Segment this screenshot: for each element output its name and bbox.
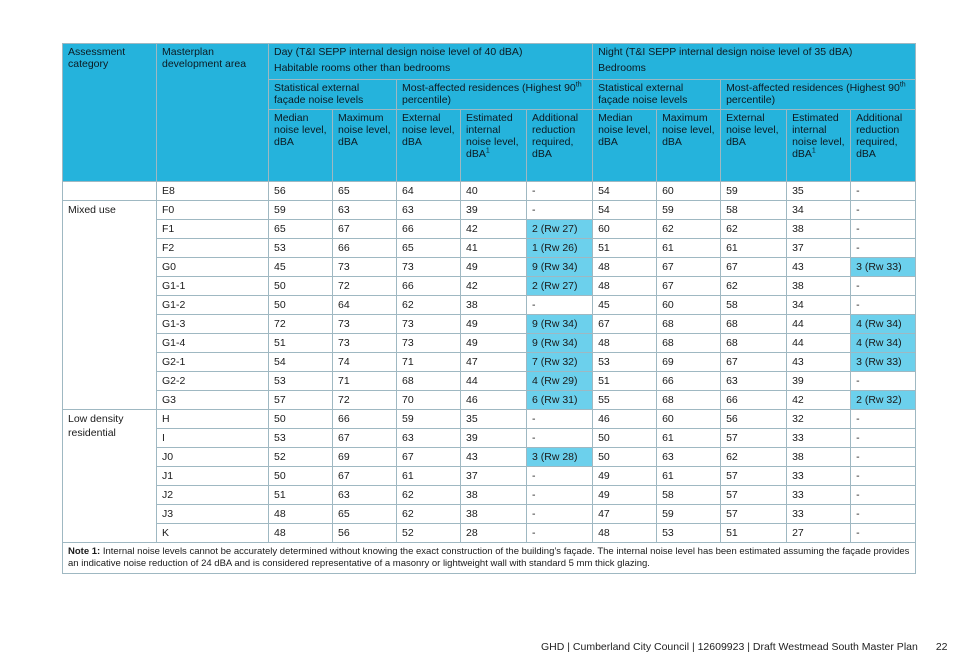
night-value-cell: - bbox=[851, 429, 916, 448]
night-value-cell: 44 bbox=[787, 334, 851, 353]
day-value-cell: 72 bbox=[333, 391, 397, 410]
day-value-cell: 47 bbox=[461, 353, 527, 372]
table-row bbox=[63, 391, 916, 410]
footer-text: GHD | Cumberland City Council | 12609923 | Draft Westmead South Master Plan bbox=[541, 641, 918, 653]
table-row bbox=[63, 182, 916, 201]
day-value-cell: 62 bbox=[397, 505, 461, 524]
day-value-cell: 62 bbox=[397, 486, 461, 505]
day-value-cell: 73 bbox=[333, 334, 397, 353]
day-value-cell: 28 bbox=[461, 524, 527, 543]
night-value-cell: - bbox=[851, 182, 916, 201]
area-cell: F1 bbox=[157, 220, 269, 239]
day-value-cell: 52 bbox=[269, 448, 333, 467]
night-value-cell: - bbox=[851, 296, 916, 315]
category-cell: Mixed use bbox=[63, 201, 157, 410]
page-number: 22 bbox=[935, 641, 948, 653]
night-value-cell: 50 bbox=[593, 448, 657, 467]
day-value-cell: 41 bbox=[461, 239, 527, 258]
day-value-cell: 65 bbox=[333, 182, 397, 201]
night-value-cell: - bbox=[851, 372, 916, 391]
night-value-cell: 67 bbox=[593, 315, 657, 334]
night-value-cell: 53 bbox=[593, 353, 657, 372]
day-value-cell: 45 bbox=[269, 258, 333, 277]
area-cell: G1-1 bbox=[157, 277, 269, 296]
table-header bbox=[63, 44, 916, 182]
day-value-cell: 73 bbox=[397, 334, 461, 353]
table-row bbox=[63, 353, 916, 372]
day-value-cell: 50 bbox=[269, 277, 333, 296]
table-row bbox=[63, 277, 916, 296]
day-value-cell: 65 bbox=[269, 220, 333, 239]
most-affected-text: Most-affected residences (Highest bbox=[402, 82, 562, 94]
night-value-cell: 38 bbox=[787, 448, 851, 467]
percentile-num: 90 bbox=[888, 82, 900, 94]
day-value-cell: 73 bbox=[397, 258, 461, 277]
day-value-cell: 9 (Rw 34) bbox=[527, 334, 593, 353]
table-body bbox=[63, 182, 916, 543]
night-value-cell: 63 bbox=[721, 372, 787, 391]
night-value-cell: - bbox=[851, 448, 916, 467]
night-value-cell: 49 bbox=[593, 467, 657, 486]
night-value-cell: 49 bbox=[593, 486, 657, 505]
night-value-cell: 48 bbox=[593, 258, 657, 277]
night-value-cell: 59 bbox=[721, 182, 787, 201]
night-value-cell: 67 bbox=[721, 353, 787, 372]
area-cell: G3 bbox=[157, 391, 269, 410]
night-value-cell: 60 bbox=[593, 220, 657, 239]
night-value-cell: - bbox=[851, 505, 916, 524]
day-value-cell: 56 bbox=[333, 524, 397, 543]
night-value-cell: 34 bbox=[787, 296, 851, 315]
night-value-cell: 51 bbox=[593, 372, 657, 391]
night-value-cell: 61 bbox=[657, 429, 721, 448]
day-value-cell: 67 bbox=[333, 467, 397, 486]
night-value-cell: 62 bbox=[721, 448, 787, 467]
header-day-median: Median noise level, dBA bbox=[269, 110, 333, 182]
area-cell: I bbox=[157, 429, 269, 448]
night-value-cell: 61 bbox=[657, 467, 721, 486]
night-value-cell: 59 bbox=[657, 505, 721, 524]
header-masterplan-area: Masterplan development area bbox=[157, 44, 269, 182]
night-value-cell: - bbox=[851, 486, 916, 505]
day-value-cell: - bbox=[527, 524, 593, 543]
day-value-cell: 48 bbox=[269, 524, 333, 543]
percentile-tail: percentile) bbox=[402, 94, 452, 106]
day-value-cell: 49 bbox=[461, 258, 527, 277]
night-value-cell: 62 bbox=[721, 220, 787, 239]
night-value-cell: 58 bbox=[657, 486, 721, 505]
night-value-cell: - bbox=[851, 220, 916, 239]
day-value-cell: - bbox=[527, 486, 593, 505]
night-value-cell: 66 bbox=[721, 391, 787, 410]
day-value-cell: 61 bbox=[397, 467, 461, 486]
night-value-cell: - bbox=[851, 239, 916, 258]
day-value-cell: 73 bbox=[333, 315, 397, 334]
day-value-cell: - bbox=[527, 429, 593, 448]
night-value-cell: 33 bbox=[787, 486, 851, 505]
night-value-cell: - bbox=[851, 467, 916, 486]
table-row bbox=[63, 429, 916, 448]
day-value-cell: 39 bbox=[461, 201, 527, 220]
night-value-cell: 48 bbox=[593, 524, 657, 543]
day-value-cell: 70 bbox=[397, 391, 461, 410]
night-value-cell: 61 bbox=[721, 239, 787, 258]
table-row bbox=[63, 334, 916, 353]
table-row bbox=[63, 467, 916, 486]
day-value-cell: 53 bbox=[269, 372, 333, 391]
estimated-sup: 1 bbox=[485, 147, 490, 155]
day-value-cell: 65 bbox=[397, 239, 461, 258]
night-value-cell: 60 bbox=[657, 182, 721, 201]
day-value-cell: - bbox=[527, 410, 593, 429]
day-value-cell: 57 bbox=[269, 391, 333, 410]
day-value-cell: 67 bbox=[333, 220, 397, 239]
header-night-additional: Additional reduction required, dBA bbox=[851, 110, 916, 182]
area-cell: J0 bbox=[157, 448, 269, 467]
header-day-external: External noise level, dBA bbox=[397, 110, 461, 182]
day-value-cell: 71 bbox=[333, 372, 397, 391]
percentile-num: 90 bbox=[564, 82, 576, 94]
table-row bbox=[63, 296, 916, 315]
day-value-cell: 46 bbox=[461, 391, 527, 410]
night-value-cell: 62 bbox=[657, 220, 721, 239]
night-value-cell: 38 bbox=[787, 277, 851, 296]
area-cell: J2 bbox=[157, 486, 269, 505]
percentile-sup: th bbox=[899, 81, 906, 89]
night-value-cell: 37 bbox=[787, 239, 851, 258]
table-note bbox=[63, 543, 916, 574]
day-value-cell: 74 bbox=[333, 353, 397, 372]
header-day bbox=[269, 44, 593, 80]
night-value-cell: - bbox=[851, 524, 916, 543]
night-value-cell: 62 bbox=[721, 277, 787, 296]
header-night bbox=[593, 44, 916, 80]
note-label: Note 1: bbox=[68, 546, 101, 557]
day-value-cell: - bbox=[527, 296, 593, 315]
day-value-cell: 63 bbox=[333, 201, 397, 220]
night-value-cell: 68 bbox=[657, 391, 721, 410]
night-value-cell: 63 bbox=[657, 448, 721, 467]
day-value-cell: 40 bbox=[461, 182, 527, 201]
percentile-sup: th bbox=[575, 81, 582, 89]
day-value-cell: 68 bbox=[397, 372, 461, 391]
night-value-cell: 35 bbox=[787, 182, 851, 201]
table-row bbox=[63, 239, 916, 258]
header-day-estimated bbox=[461, 110, 527, 182]
day-value-cell: 67 bbox=[397, 448, 461, 467]
night-value-cell: 51 bbox=[593, 239, 657, 258]
day-value-cell: 59 bbox=[397, 410, 461, 429]
night-value-cell: 48 bbox=[593, 334, 657, 353]
day-value-cell: 63 bbox=[397, 429, 461, 448]
night-value-cell: 68 bbox=[721, 334, 787, 353]
table-row bbox=[63, 448, 916, 467]
night-value-cell: 4 (Rw 34) bbox=[851, 334, 916, 353]
day-value-cell: 67 bbox=[333, 429, 397, 448]
day-value-cell: 43 bbox=[461, 448, 527, 467]
day-value-cell: - bbox=[527, 182, 593, 201]
area-cell: G2-1 bbox=[157, 353, 269, 372]
header-night-estimated bbox=[787, 110, 851, 182]
table-row bbox=[63, 505, 916, 524]
day-value-cell: 50 bbox=[269, 467, 333, 486]
day-value-cell: - bbox=[527, 467, 593, 486]
table-row bbox=[63, 524, 916, 543]
table-row bbox=[63, 258, 916, 277]
header-night-external: External noise level, dBA bbox=[721, 110, 787, 182]
night-value-cell: 60 bbox=[657, 296, 721, 315]
night-value-cell: 3 (Rw 33) bbox=[851, 353, 916, 372]
night-value-cell: 44 bbox=[787, 315, 851, 334]
night-value-cell: 54 bbox=[593, 182, 657, 201]
most-affected-text: Most-affected residences (Highest bbox=[726, 82, 886, 94]
header-day-title: Day (T&I SEPP internal design noise level of 40 dBA) bbox=[274, 46, 523, 58]
day-value-cell: 66 bbox=[333, 410, 397, 429]
night-value-cell: 54 bbox=[593, 201, 657, 220]
night-value-cell: 46 bbox=[593, 410, 657, 429]
area-cell: G2-2 bbox=[157, 372, 269, 391]
day-value-cell: 63 bbox=[397, 201, 461, 220]
night-value-cell: 67 bbox=[657, 258, 721, 277]
header-day-sub: Habitable rooms other than bedrooms bbox=[274, 62, 451, 74]
day-value-cell: 59 bbox=[269, 201, 333, 220]
header-assessment-category: Assessment category bbox=[63, 44, 157, 182]
percentile-tail: percentile) bbox=[726, 94, 776, 106]
night-value-cell: 39 bbox=[787, 372, 851, 391]
night-value-cell: 51 bbox=[721, 524, 787, 543]
header-night-title: Night (T&I SEPP internal design noise level of 35 dBA) bbox=[598, 46, 853, 58]
table-row bbox=[63, 315, 916, 334]
day-value-cell: 38 bbox=[461, 486, 527, 505]
night-value-cell: 56 bbox=[721, 410, 787, 429]
estimated-text: Estimated internal noise level, dBA bbox=[466, 112, 519, 160]
night-value-cell: 68 bbox=[657, 315, 721, 334]
area-cell: J1 bbox=[157, 467, 269, 486]
area-cell: G1-4 bbox=[157, 334, 269, 353]
table-row bbox=[63, 410, 916, 429]
day-value-cell: 64 bbox=[333, 296, 397, 315]
night-value-cell: 2 (Rw 32) bbox=[851, 391, 916, 410]
night-value-cell: - bbox=[851, 277, 916, 296]
night-value-cell: 27 bbox=[787, 524, 851, 543]
day-value-cell: 66 bbox=[397, 277, 461, 296]
header-day-maximum: Maximum noise level, dBA bbox=[333, 110, 397, 182]
day-value-cell: 38 bbox=[461, 296, 527, 315]
area-cell: K bbox=[157, 524, 269, 543]
night-value-cell: 55 bbox=[593, 391, 657, 410]
day-value-cell: 9 (Rw 34) bbox=[527, 258, 593, 277]
night-value-cell: 42 bbox=[787, 391, 851, 410]
day-value-cell: 73 bbox=[333, 258, 397, 277]
night-value-cell: 58 bbox=[721, 296, 787, 315]
day-value-cell: 7 (Rw 32) bbox=[527, 353, 593, 372]
header-night-sub: Bedrooms bbox=[598, 62, 646, 74]
night-value-cell: 4 (Rw 34) bbox=[851, 315, 916, 334]
night-value-cell: 45 bbox=[593, 296, 657, 315]
area-cell: E8 bbox=[157, 182, 269, 201]
noise-assessment-table bbox=[62, 43, 916, 574]
area-cell: J3 bbox=[157, 505, 269, 524]
night-value-cell: 57 bbox=[721, 486, 787, 505]
night-value-cell: 34 bbox=[787, 201, 851, 220]
area-cell: F2 bbox=[157, 239, 269, 258]
night-value-cell: 58 bbox=[721, 201, 787, 220]
day-value-cell: 37 bbox=[461, 467, 527, 486]
night-value-cell: 68 bbox=[657, 334, 721, 353]
night-value-cell: 69 bbox=[657, 353, 721, 372]
area-cell: G1-3 bbox=[157, 315, 269, 334]
day-value-cell: 49 bbox=[461, 315, 527, 334]
night-value-cell: 59 bbox=[657, 201, 721, 220]
day-value-cell: 2 (Rw 27) bbox=[527, 277, 593, 296]
day-value-cell: 73 bbox=[397, 315, 461, 334]
night-value-cell: 66 bbox=[657, 372, 721, 391]
header-day-most-affected bbox=[397, 80, 593, 110]
day-value-cell: 42 bbox=[461, 277, 527, 296]
day-value-cell: 6 (Rw 31) bbox=[527, 391, 593, 410]
day-value-cell: 42 bbox=[461, 220, 527, 239]
day-value-cell: 50 bbox=[269, 410, 333, 429]
day-value-cell: 38 bbox=[461, 505, 527, 524]
night-value-cell: 67 bbox=[721, 258, 787, 277]
header-night-median: Median noise level, dBA bbox=[593, 110, 657, 182]
night-value-cell: 53 bbox=[657, 524, 721, 543]
night-value-cell: 61 bbox=[657, 239, 721, 258]
night-value-cell: 57 bbox=[721, 429, 787, 448]
night-value-cell: 50 bbox=[593, 429, 657, 448]
page-footer bbox=[541, 641, 948, 653]
day-value-cell: 66 bbox=[333, 239, 397, 258]
night-value-cell: 67 bbox=[657, 277, 721, 296]
day-value-cell: 51 bbox=[269, 334, 333, 353]
night-value-cell: 48 bbox=[593, 277, 657, 296]
day-value-cell: 49 bbox=[461, 334, 527, 353]
night-value-cell: 3 (Rw 33) bbox=[851, 258, 916, 277]
header-night-maximum: Maximum noise level, dBA bbox=[657, 110, 721, 182]
day-value-cell: 69 bbox=[333, 448, 397, 467]
night-value-cell: 33 bbox=[787, 467, 851, 486]
table-row bbox=[63, 220, 916, 239]
table-row bbox=[63, 372, 916, 391]
night-value-cell: 47 bbox=[593, 505, 657, 524]
table-row bbox=[63, 201, 916, 220]
header-day-additional: Additional reduction required, dBA bbox=[527, 110, 593, 182]
table-row bbox=[63, 486, 916, 505]
note-text: Internal noise levels cannot be accurately determined without knowing the exact construction of the building’s façade. The internal noise level has been estimated assuming the façade provides an indicative noise reduction of 24 dBA and is considered representative of a masonry or lightweight wall with standard 5 mm thick glazing. bbox=[68, 546, 910, 569]
category-cell-empty bbox=[63, 182, 157, 201]
day-value-cell: 52 bbox=[397, 524, 461, 543]
night-value-cell: - bbox=[851, 410, 916, 429]
day-value-cell: 51 bbox=[269, 486, 333, 505]
day-value-cell: 9 (Rw 34) bbox=[527, 315, 593, 334]
day-value-cell: 64 bbox=[397, 182, 461, 201]
day-value-cell: 1 (Rw 26) bbox=[527, 239, 593, 258]
day-value-cell: 62 bbox=[397, 296, 461, 315]
area-cell: F0 bbox=[157, 201, 269, 220]
day-value-cell: 35 bbox=[461, 410, 527, 429]
night-value-cell: 43 bbox=[787, 258, 851, 277]
day-value-cell: 72 bbox=[269, 315, 333, 334]
day-value-cell: 65 bbox=[333, 505, 397, 524]
night-value-cell: 57 bbox=[721, 505, 787, 524]
day-value-cell: 39 bbox=[461, 429, 527, 448]
day-value-cell: - bbox=[527, 201, 593, 220]
day-value-cell: 2 (Rw 27) bbox=[527, 220, 593, 239]
night-value-cell: - bbox=[851, 201, 916, 220]
day-value-cell: 48 bbox=[269, 505, 333, 524]
day-value-cell: 54 bbox=[269, 353, 333, 372]
night-value-cell: 43 bbox=[787, 353, 851, 372]
night-value-cell: 32 bbox=[787, 410, 851, 429]
area-cell: G0 bbox=[157, 258, 269, 277]
day-value-cell: 53 bbox=[269, 239, 333, 258]
header-day-statistical: Statistical external façade noise levels bbox=[269, 80, 397, 110]
night-value-cell: 33 bbox=[787, 429, 851, 448]
night-value-cell: 57 bbox=[721, 467, 787, 486]
category-cell: Low density residential bbox=[63, 410, 157, 543]
day-value-cell: - bbox=[527, 505, 593, 524]
day-value-cell: 66 bbox=[397, 220, 461, 239]
area-cell: G1-2 bbox=[157, 296, 269, 315]
header-night-statistical: Statistical external façade noise levels bbox=[593, 80, 721, 110]
day-value-cell: 56 bbox=[269, 182, 333, 201]
header-night-most-affected bbox=[721, 80, 916, 110]
night-value-cell: 33 bbox=[787, 505, 851, 524]
night-value-cell: 38 bbox=[787, 220, 851, 239]
day-value-cell: 72 bbox=[333, 277, 397, 296]
day-value-cell: 3 (Rw 28) bbox=[527, 448, 593, 467]
day-value-cell: 53 bbox=[269, 429, 333, 448]
night-value-cell: 60 bbox=[657, 410, 721, 429]
estimated-sup: 1 bbox=[811, 147, 816, 155]
day-value-cell: 50 bbox=[269, 296, 333, 315]
day-value-cell: 44 bbox=[461, 372, 527, 391]
day-value-cell: 4 (Rw 29) bbox=[527, 372, 593, 391]
night-value-cell: 68 bbox=[721, 315, 787, 334]
day-value-cell: 71 bbox=[397, 353, 461, 372]
day-value-cell: 63 bbox=[333, 486, 397, 505]
area-cell: H bbox=[157, 410, 269, 429]
estimated-text: Estimated internal noise level, dBA bbox=[792, 112, 845, 160]
